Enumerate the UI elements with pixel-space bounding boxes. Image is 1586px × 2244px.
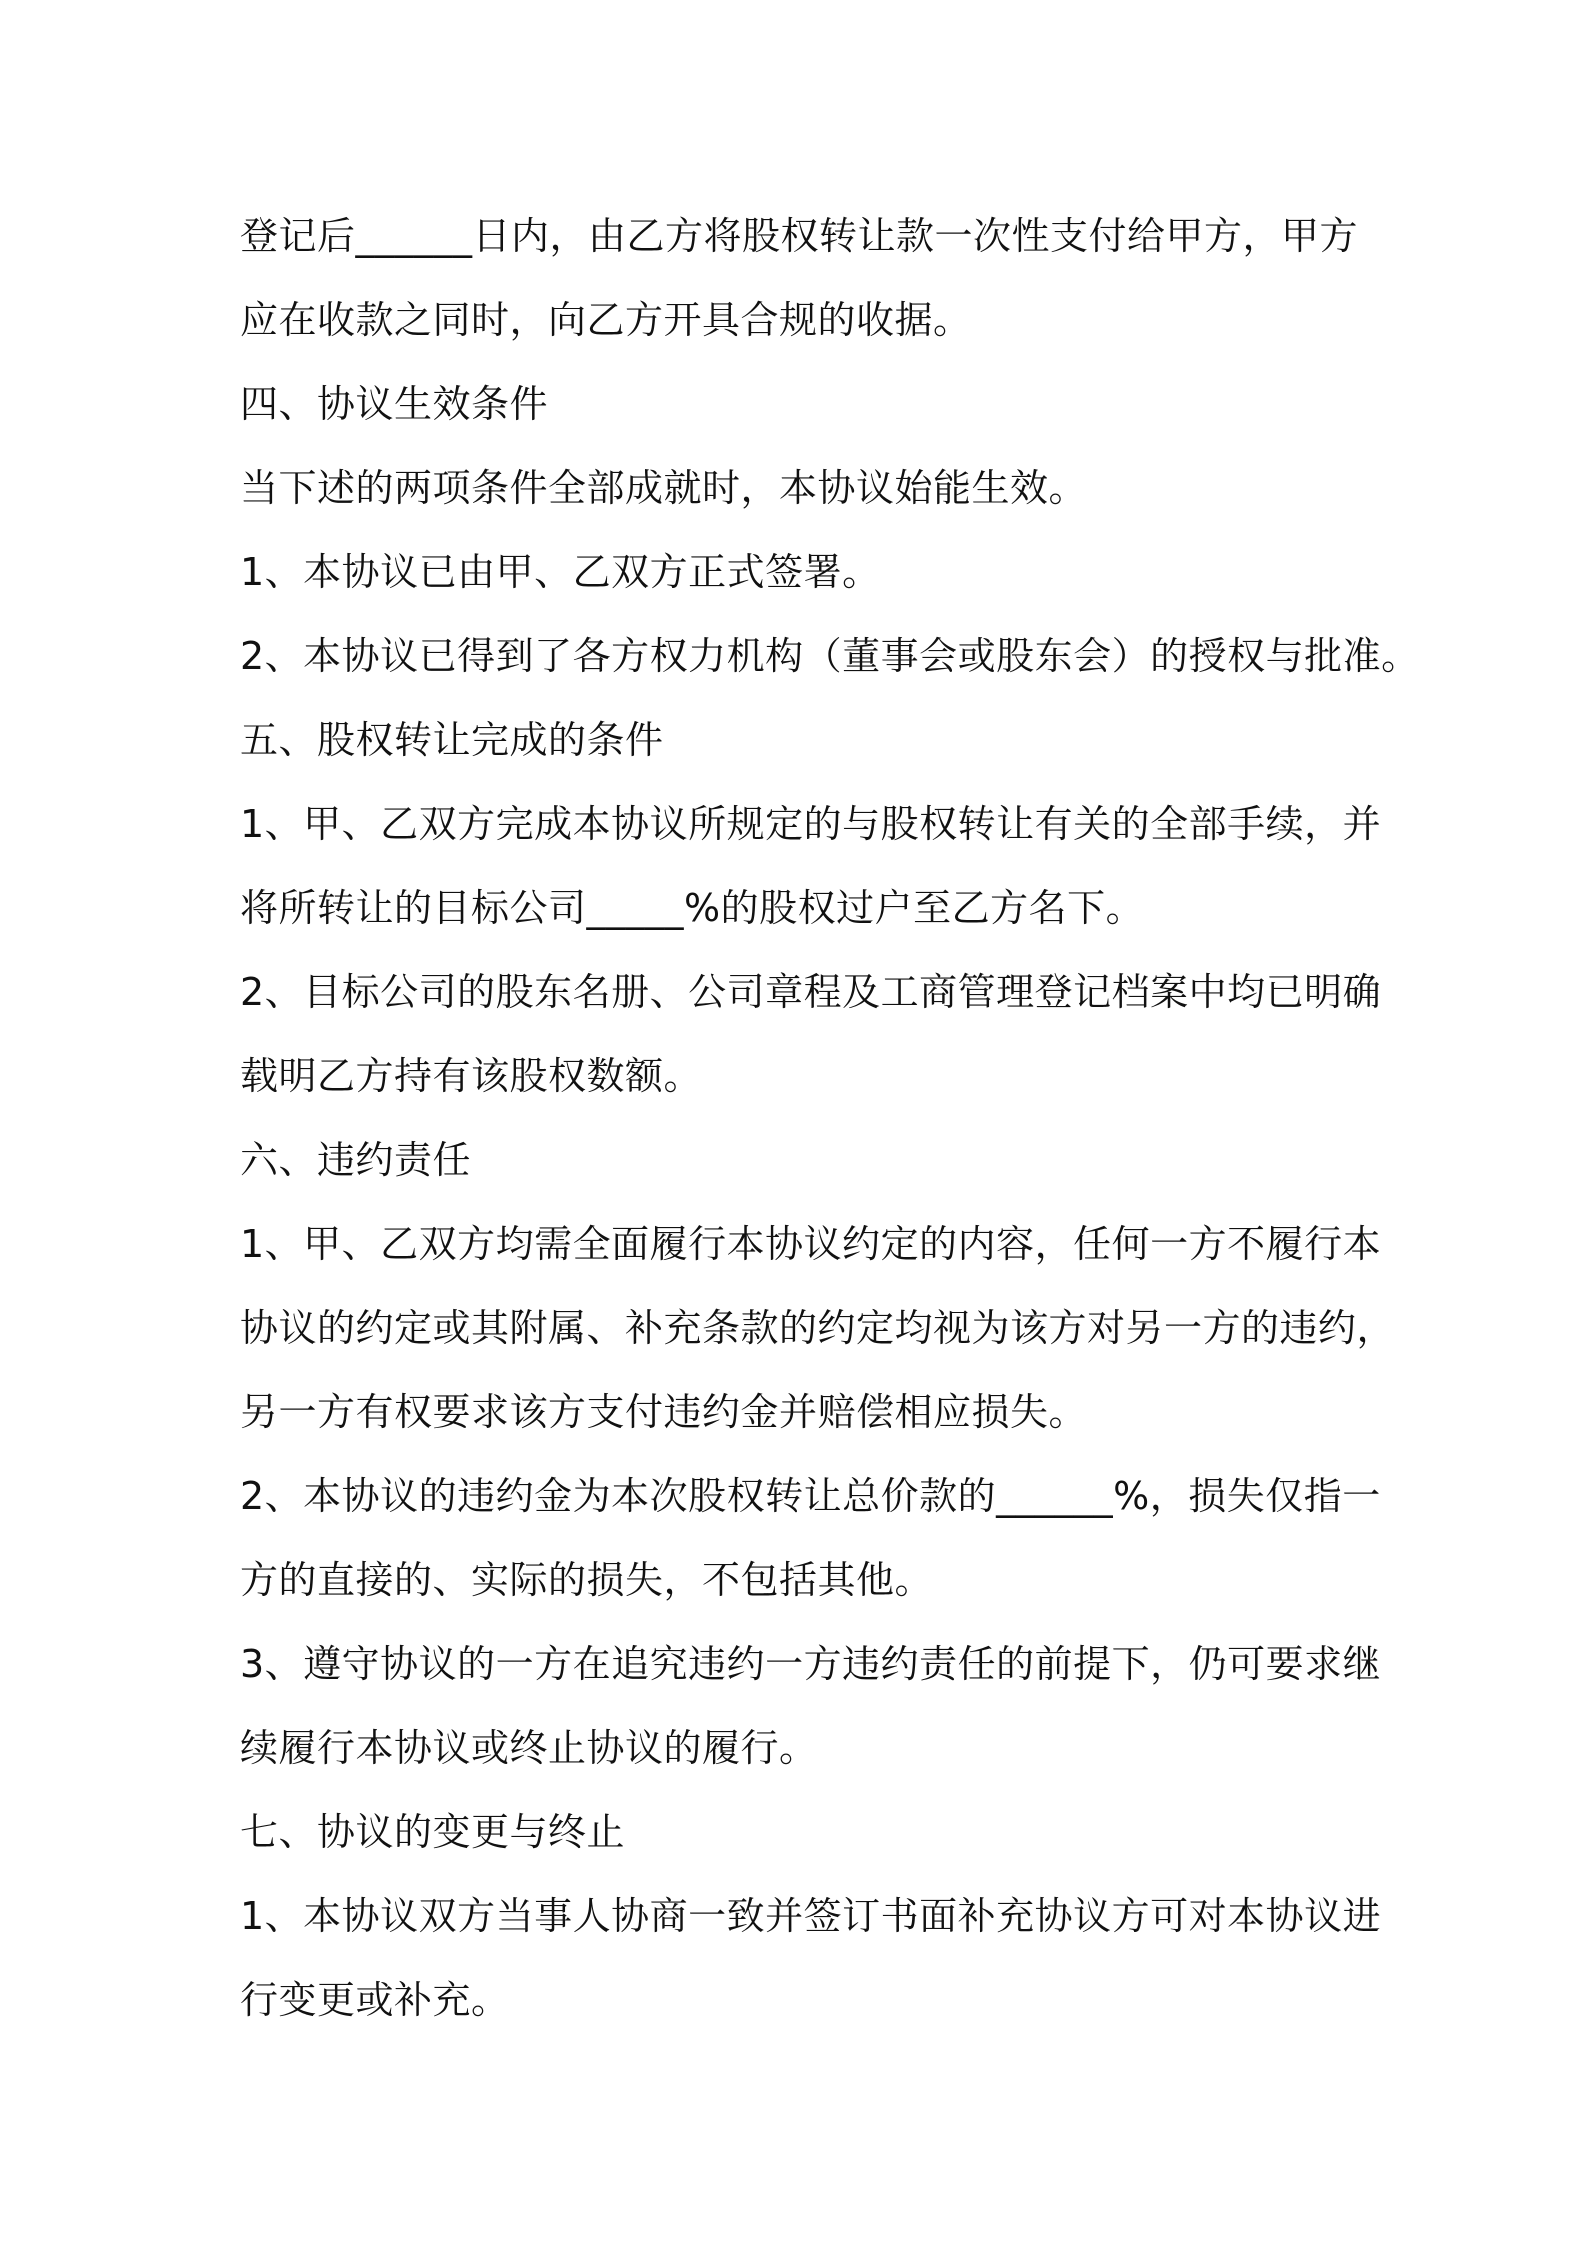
paragraph-line: 行变更或补充。: [240, 1978, 510, 2022]
list-item: 1、甲、乙双方完成本协议所规定的与股权转让有关的全部手续，并: [240, 802, 1382, 846]
section-heading: 六、违约责任: [240, 1138, 472, 1182]
paragraph-line: 协议的约定或其附属、补充条款的约定均视为该方对另一方的违约，: [240, 1306, 1396, 1350]
list-item: 1、本协议已由甲、乙双方正式签署。: [240, 550, 881, 594]
paragraph-line: 另一方有权要求该方支付违约金并赔偿相应损失。: [240, 1390, 1088, 1434]
paragraph-line: 续履行本协议或终止协议的履行。: [240, 1726, 818, 1770]
paragraph-line: 登记后______日内，由乙方将股权转让款一次性支付给甲方，甲方: [240, 214, 1359, 258]
list-item: 2、本协议已得到了各方权力机构（董事会或股东会）的授权与批准。: [240, 634, 1420, 678]
list-item: 3、遵守协议的一方在追究违约一方违约责任的前提下，仍可要求继: [240, 1642, 1382, 1686]
list-item: 1、甲、乙双方均需全面履行本协议约定的内容，任何一方不履行本: [240, 1222, 1382, 1266]
paragraph-line: 当下述的两项条件全部成就时，本协议始能生效。: [240, 466, 1088, 510]
paragraph-line: 载明乙方持有该股权数额。: [240, 1054, 703, 1098]
list-item: 2、本协议的违约金为本次股权转让总价款的______%，损失仅指一: [240, 1474, 1381, 1518]
paragraph-line: 将所转让的目标公司_____%的股权过户至乙方名下。: [240, 886, 1145, 930]
section-heading: 四、协议生效条件: [240, 382, 549, 426]
document-body: [240, 194, 1420, 2042]
section-heading: 五、股权转让完成的条件: [240, 718, 664, 762]
paragraph-line: 方的直接的、实际的损失，不包括其他。: [240, 1558, 934, 1602]
list-item: 2、目标公司的股东名册、公司章程及工商管理登记档案中均已明确: [240, 970, 1382, 1014]
section-heading: 七、协议的变更与终止: [240, 1810, 626, 1854]
paragraph-line: 应在收款之同时，向乙方开具合规的收据。: [240, 298, 972, 342]
list-item: 1、本协议双方当事人协商一致并签订书面补充协议方可对本协议进: [240, 1894, 1382, 1938]
